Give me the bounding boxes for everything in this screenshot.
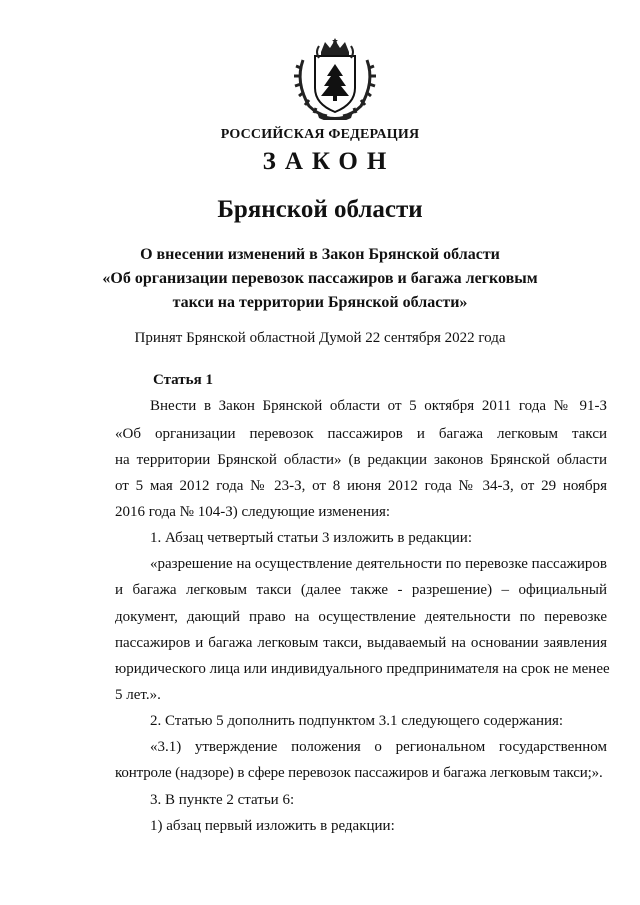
body-line: «Об организации перевозок пассажиров и багажа легковым такси	[115, 426, 607, 442]
body-line: 3. В пункте 2 статьи 6:	[150, 792, 295, 808]
body-line: 1) абзац первый изложить в редакции:	[150, 818, 395, 834]
law-title	[0, 243, 640, 315]
body-line: 5 лет.».	[115, 687, 161, 703]
adoption-line: Принят Брянской областной Думой 22 сентября 2022 года	[134, 330, 506, 346]
body-line: Внести в Закон Брянской области от 5 октября 2011 года № 91-З	[150, 398, 607, 414]
body-line: юридического лица или индивидуального предпринимателя на срок не менее	[115, 661, 610, 677]
law-title-line: О внесении изменений в Закон Брянской области	[140, 246, 500, 263]
body-line: 2016 года № 104-З) следующие изменения:	[115, 504, 391, 520]
law-heading: ЗАКОН	[262, 148, 396, 175]
country-heading: РОССИЙСКАЯ ФЕДЕРАЦИЯ	[220, 127, 420, 142]
body-line: «3.1) утверждение положения о региональном государственном	[150, 739, 607, 755]
body-line: пассажиров и багажа легковым такси, выдаваемый на основании заявления	[115, 635, 607, 651]
body-line: на территории Брянской области» (в редакции законов Брянской области	[115, 452, 607, 468]
law-title-line: «Об организации перевозок пассажиров и багажа легковым	[102, 270, 538, 287]
body-line: контроле (надзоре) в сфере перевозок пассажиров и багажа легковым такси;».	[115, 765, 603, 781]
body-line: 1. Абзац четвертый статьи 3 изложить в редакции:	[150, 530, 472, 546]
body-line: и багажа легковым такси (далее также - разрешение) – официальный	[115, 582, 607, 598]
coat-of-arms-icon	[291, 38, 379, 120]
body-line: 2. Статью 5 дополнить подпунктом 3.1 следующего содержания:	[150, 713, 564, 729]
body-line: «разрешение на осуществление деятельности по перевозке пассажиров	[150, 556, 607, 572]
body-line: документ, дающий право на осуществление деятельности по перевозке	[115, 609, 607, 625]
article-heading: Статья 1	[153, 372, 213, 388]
law-title-line: такси на территории Брянской области»	[172, 294, 468, 311]
body-line: от 5 мая 2012 года № 23-З, от 8 июня 2012 года № 34-З, от 29 ноября	[115, 478, 607, 494]
region-heading: Брянской области	[217, 196, 423, 223]
